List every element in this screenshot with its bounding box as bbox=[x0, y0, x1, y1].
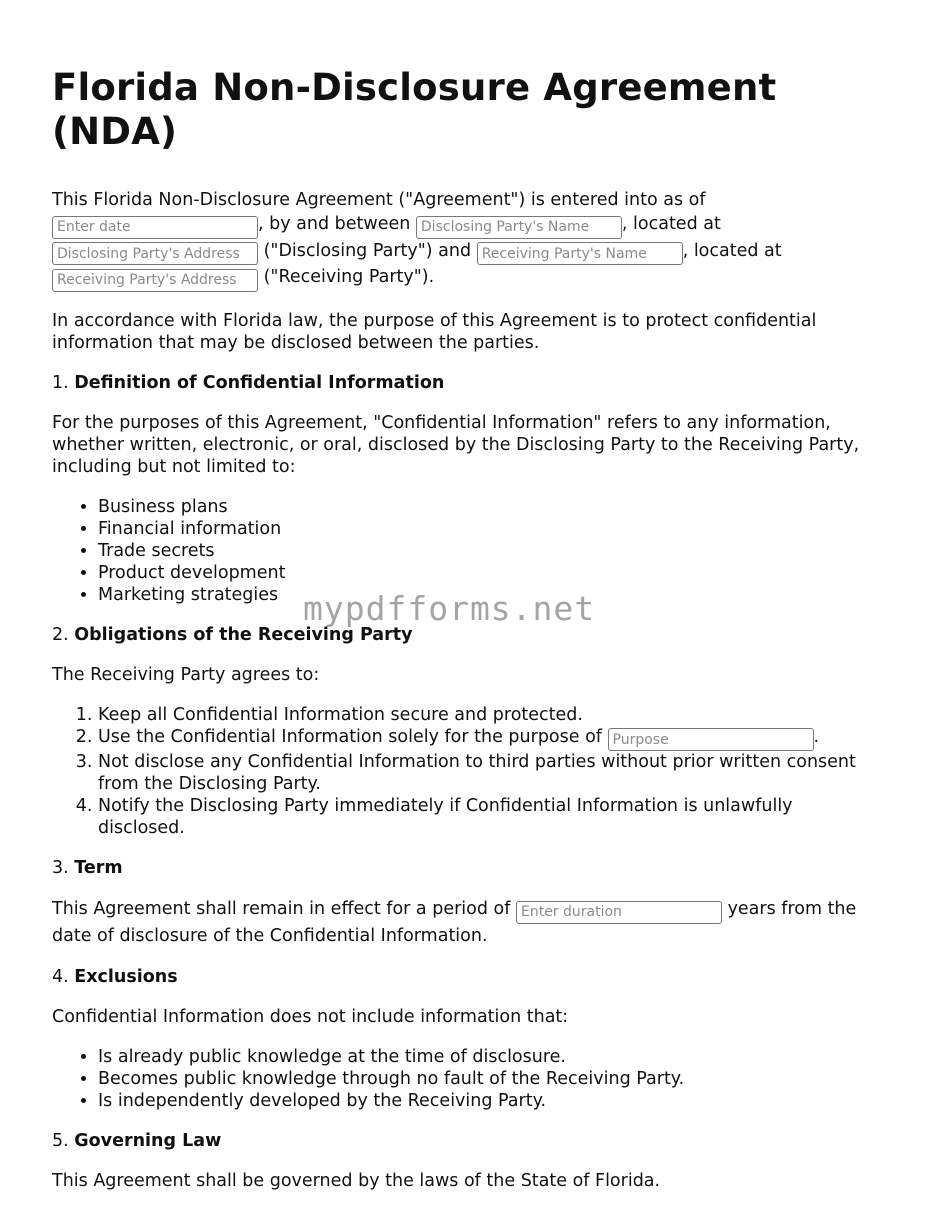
list-item bbox=[98, 726, 882, 752]
section-4-heading bbox=[52, 966, 882, 988]
list-item: • Becomes public knowledge through no fault of the Receiving Party. bbox=[98, 1068, 882, 1090]
section-4-title: Exclusions bbox=[74, 966, 178, 987]
receiving-party-address-input[interactable] bbox=[52, 269, 258, 292]
section-3-heading bbox=[52, 857, 882, 879]
confidential-info-list bbox=[52, 496, 882, 606]
date-input[interactable] bbox=[52, 216, 258, 239]
section-3-number: 3. bbox=[52, 858, 69, 878]
section-1-number: 1. bbox=[52, 372, 69, 393]
intro-text-1: This Florida Non-Disclosure Agreement ("Agreement") is entered into as of bbox=[52, 190, 706, 210]
intro-text-5: , located at bbox=[682, 240, 782, 261]
section-5-text: This Agreement shall be governed by the laws of the State of Florida. bbox=[52, 1170, 661, 1191]
list-item: 3. Not disclose any Confidential Information to third parties without prior written consent from the Disclosing Party. bbox=[98, 751, 882, 795]
list-item: • Financial information bbox=[98, 518, 882, 540]
purpose-clause-end: . bbox=[813, 726, 820, 747]
purpose-clause-text: Use the Confidential Information solely for the purpose of bbox=[98, 726, 602, 747]
intro-text-3: , located at bbox=[621, 214, 721, 234]
section-5-heading bbox=[52, 1130, 882, 1152]
section-3-text bbox=[52, 897, 882, 948]
section-5-title: Governing Law bbox=[74, 1130, 222, 1151]
section-2-heading bbox=[52, 624, 882, 646]
section-2-title: Obligations of the Receiving Party bbox=[74, 624, 413, 645]
intro-paragraph bbox=[52, 188, 882, 292]
list-item: 1. Keep all Confidential Information secure and protected. bbox=[98, 704, 882, 726]
disclosing-party-address-input[interactable] bbox=[52, 242, 258, 265]
intro-text-2: , by and between bbox=[258, 214, 411, 234]
list-item: 4. Notify the Disclosing Party immediately if Confidential Information is unlawfully disclosed. bbox=[98, 795, 882, 839]
document-title: Florida Non-Disclosure Agreement (NDA) bbox=[52, 66, 777, 153]
purpose-input[interactable] bbox=[608, 728, 814, 751]
section-5-number: 5. bbox=[52, 1130, 69, 1151]
receiving-party-name-input[interactable] bbox=[477, 242, 683, 265]
intro-text-6: ("Receiving Party"). bbox=[263, 267, 435, 287]
list-item: • Marketing strategies bbox=[98, 584, 882, 606]
purpose-paragraph: In accordance with Florida law, the purpose of this Agreement is to protect confidential information that may be disclosed between the parties. bbox=[52, 310, 817, 353]
document-page bbox=[52, 0, 882, 1192]
exclusions-list bbox=[52, 1046, 882, 1112]
section-1-text: For the purposes of this Agreement, "Confidential Information" refers to any information, whether written, electronic, or oral, disclosed by the Disclosing Party to the Receiving Party, including but not limited to: bbox=[52, 412, 860, 477]
list-item: • Business plans bbox=[98, 496, 882, 518]
list-item: • Product development bbox=[98, 562, 882, 584]
list-item: • Is independently developed by the Receiving Party. bbox=[98, 1090, 882, 1112]
duration-input[interactable] bbox=[516, 901, 722, 924]
section-2-number: 2. bbox=[52, 624, 69, 645]
obligations-list bbox=[52, 704, 882, 840]
section-4-text: Confidential Information does not include information that: bbox=[52, 1006, 569, 1027]
section-4-number: 4. bbox=[52, 966, 69, 987]
list-item: • Is already public knowledge at the time of disclosure. bbox=[98, 1046, 882, 1068]
term-text-pre: This Agreement shall remain in effect for a period of bbox=[52, 899, 511, 919]
section-2-text: The Receiving Party agrees to: bbox=[52, 664, 320, 685]
watermark: mypdfforms.net bbox=[303, 589, 596, 628]
list-item: • Trade secrets bbox=[98, 540, 882, 562]
section-1-title: Definition of Confidential Information bbox=[74, 372, 445, 393]
term-text-post: years from the date of disclosure of the Confidential Information. bbox=[52, 899, 857, 946]
section-3-title: Term bbox=[74, 858, 123, 878]
disclosing-party-name-input[interactable] bbox=[416, 216, 622, 239]
intro-text-4: ("Disclosing Party") and bbox=[263, 240, 472, 261]
section-1-heading bbox=[52, 372, 882, 394]
